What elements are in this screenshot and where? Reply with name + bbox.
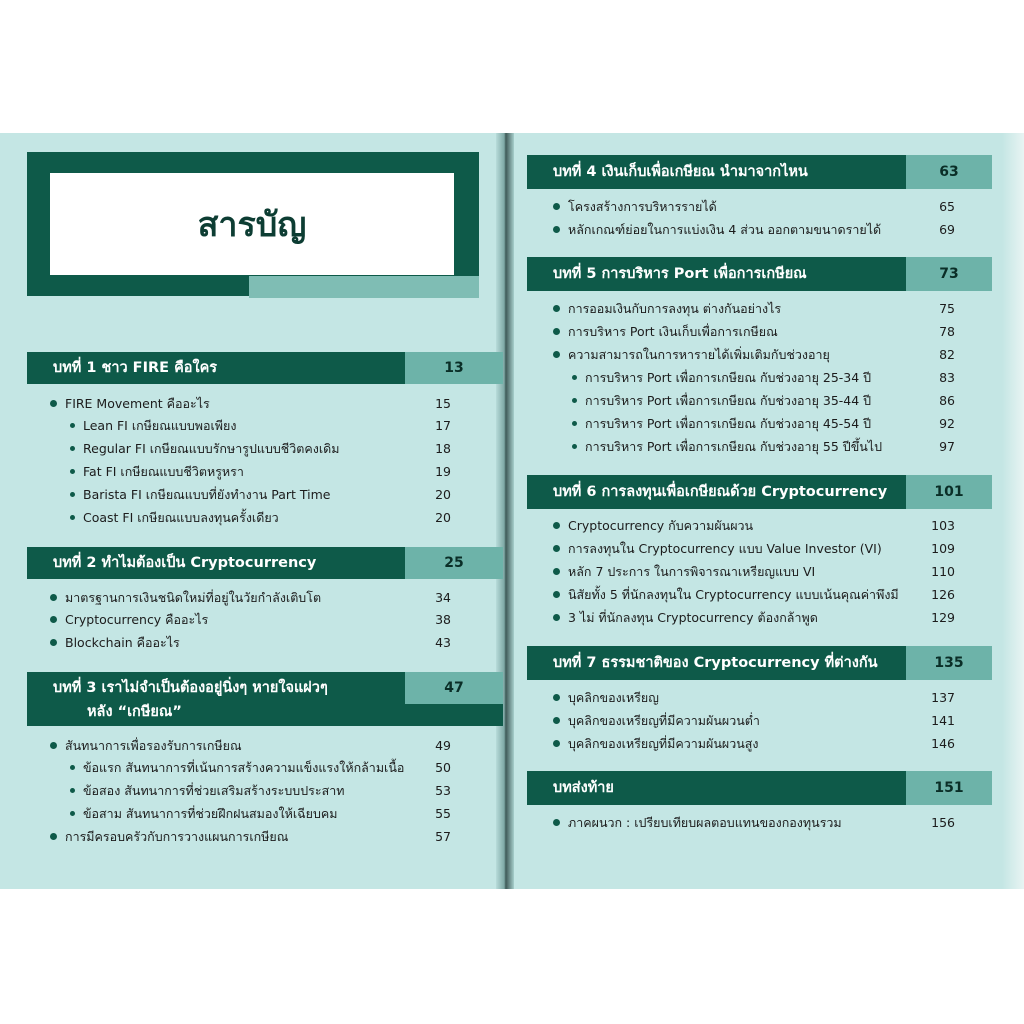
chapter-5-header bbox=[527, 257, 992, 291]
chapter-7-header bbox=[527, 646, 992, 680]
list-item: บุคลิกของเหรียญ bbox=[553, 690, 659, 706]
bullet-icon bbox=[50, 833, 57, 840]
page-number: 92 bbox=[939, 416, 955, 431]
page-number: 78 bbox=[939, 324, 955, 339]
list-item: โครงสร้างการบริหารรายได้ bbox=[553, 199, 717, 215]
chapter-2-header bbox=[27, 547, 503, 579]
page-number: 17 bbox=[435, 418, 451, 433]
bullet-icon bbox=[70, 788, 75, 793]
page-number: 19 bbox=[435, 464, 451, 479]
page-number: 126 bbox=[931, 587, 955, 602]
page-number: 109 bbox=[931, 541, 955, 556]
page-number: 156 bbox=[931, 815, 955, 830]
list-item: Cryptocurrency กับความผันผวน bbox=[553, 518, 753, 534]
list-item: ข้อแรก สันทนาการที่เน้นการสร้างความแข็งแรงให้กล้ามเนื้อ bbox=[70, 760, 404, 776]
chapter-title: บทที่ 1 ชาว FIRE คือใคร bbox=[53, 360, 218, 376]
page-number: 141 bbox=[931, 713, 955, 728]
list-item: การบริหาร Port เพื่อการเกษียณ กับช่วงอายุ 45-54 ปี bbox=[572, 416, 871, 432]
bullet-icon bbox=[70, 446, 75, 451]
bullet-icon bbox=[70, 492, 75, 497]
chapter-3-header bbox=[27, 672, 503, 726]
chapter-title: บทที่ 6 การลงทุนเพื่อเกษียณด้วย Cryptocurrency bbox=[553, 484, 888, 500]
list-item: ภาคผนวก : เปรียบเทียบผลตอบแทนของกองทุนรวม bbox=[553, 815, 842, 831]
chapter-page: 151 bbox=[906, 771, 992, 805]
chapter-page: 25 bbox=[405, 547, 503, 579]
chapter-title: บทที่ 2 ทำไมต้องเป็น Cryptocurrency bbox=[53, 555, 317, 571]
list-item: ข้อสอง สันทนาการที่ช่วยเสริมสร้างระบบประสาท bbox=[70, 783, 344, 799]
bullet-icon bbox=[553, 305, 560, 312]
page-number: 53 bbox=[435, 783, 451, 798]
page-number: 55 bbox=[435, 806, 451, 821]
list-item: หลักเกณฑ์ย่อยในการแบ่งเงิน 4 ส่วน ออกตามขนาดรายได้ bbox=[553, 222, 881, 238]
list-item: การออมเงินกับการลงทุน ต่างกันอย่างไร bbox=[553, 301, 781, 317]
page-number: 18 bbox=[435, 441, 451, 456]
bullet-icon bbox=[70, 423, 75, 428]
list-item: บุคลิกของเหรียญที่มีความผันผวนต่ำ bbox=[553, 713, 760, 729]
list-item: การบริหาร Port เพื่อการเกษียณ กับช่วงอายุ 55 ปีขึ้นไป bbox=[572, 439, 882, 455]
page-number: 97 bbox=[939, 439, 955, 454]
bullet-icon bbox=[553, 740, 560, 747]
bullet-icon bbox=[553, 614, 560, 621]
bullet-icon bbox=[70, 765, 75, 770]
chapter-title: บทที่ 4 เงินเก็บเพื่อเกษียณ นำมาจากไหน bbox=[553, 164, 808, 180]
list-item: Barista FI เกษียณแบบที่ยังทำงาน Part Time bbox=[70, 487, 330, 503]
chapter-page: 135 bbox=[906, 646, 992, 680]
bullet-icon bbox=[50, 639, 57, 646]
list-item: มาตรฐานการเงินชนิดใหม่ที่อยู่ในวัยกำลังเติบโต bbox=[50, 590, 321, 606]
chapter-title-line2: หลัง “เกษียณ” bbox=[87, 704, 182, 720]
list-item: Lean FI เกษียณแบบพอเพียง bbox=[70, 418, 236, 434]
bullet-icon bbox=[70, 515, 75, 520]
page-number: 129 bbox=[931, 610, 955, 625]
list-item: Fat FI เกษียณแบบชีวิตหรูหรา bbox=[70, 464, 244, 480]
list-item: บุคลิกของเหรียญที่มีความผันผวนสูง bbox=[553, 736, 759, 752]
bullet-icon bbox=[572, 375, 577, 380]
page-number: 103 bbox=[931, 518, 955, 533]
list-item: การบริหาร Port เพื่อการเกษียณ กับช่วงอายุ 35-44 ปี bbox=[572, 393, 871, 409]
chapter-6-header bbox=[527, 475, 992, 509]
chapter-page: 101 bbox=[906, 475, 992, 509]
page-number: 86 bbox=[939, 393, 955, 408]
bullet-icon bbox=[553, 328, 560, 335]
list-item: ความสามารถในการหารายได้เพิ่มเติมกับช่วงอายุ bbox=[553, 347, 830, 363]
chapter-page: 63 bbox=[906, 155, 992, 189]
bullet-icon bbox=[50, 742, 57, 749]
toc-title: สารบัญ bbox=[197, 205, 307, 245]
list-item: นิสัยทั้ง 5 ที่นักลงทุนใน Cryptocurrency แบบเน้นคุณค่าพึงมี bbox=[553, 587, 899, 603]
page-number: 65 bbox=[939, 199, 955, 214]
chapter-page: 47 bbox=[405, 672, 503, 704]
page-number: 49 bbox=[435, 738, 451, 753]
page-number: 38 bbox=[435, 612, 451, 627]
list-item: Coast FI เกษียณแบบลงทุนครั้งเดียว bbox=[70, 510, 279, 526]
bullet-icon bbox=[572, 444, 577, 449]
bullet-icon bbox=[553, 351, 560, 358]
bullet-icon bbox=[553, 226, 560, 233]
bullet-icon bbox=[50, 594, 57, 601]
list-item: ข้อสาม สันทนาการที่ช่วยฝึกฝนสมองให้เฉียบคม bbox=[70, 806, 338, 822]
list-item: การบริหาร Port เงินเก็บเพื่อการเกษียณ bbox=[553, 324, 778, 340]
bullet-icon bbox=[572, 421, 577, 426]
bullet-icon bbox=[553, 819, 560, 826]
list-item: 3 ไม่ ที่นักลงทุน Cryptocurrency ต้องกล้าพูด bbox=[553, 610, 818, 626]
page-number: 15 bbox=[435, 396, 451, 411]
bullet-icon bbox=[553, 203, 560, 210]
bullet-icon bbox=[572, 398, 577, 403]
chapter-page: 73 bbox=[906, 257, 992, 291]
title-accent bbox=[249, 276, 479, 298]
page-edge bbox=[1002, 133, 1024, 889]
chapter-title: บทที่ 3 เราไม่จำเป็นต้องอยู่นิ่งๆ หายใจแผ่วๆ bbox=[53, 680, 328, 696]
page-number: 57 bbox=[435, 829, 451, 844]
list-item: หลัก 7 ประการ ในการพิจารณาเหรียญแบบ VI bbox=[553, 564, 815, 580]
chapter-page: 13 bbox=[405, 352, 503, 384]
list-item: Cryptocurrency คืออะไร bbox=[50, 612, 208, 628]
bullet-icon bbox=[50, 400, 57, 407]
bullet-icon bbox=[553, 522, 560, 529]
list-item: การลงทุนใน Cryptocurrency แบบ Value Investor (VI) bbox=[553, 541, 882, 557]
bullet-icon bbox=[553, 545, 560, 552]
chapter-title: บทที่ 5 การบริหาร Port เพื่อการเกษียณ bbox=[553, 266, 807, 282]
list-item: การบริหาร Port เพื่อการเกษียณ กับช่วงอายุ 25-34 ปี bbox=[572, 370, 871, 386]
list-item: Regular FI เกษียณแบบรักษารูปแบบชีวิตคงเดิม bbox=[70, 441, 340, 457]
page-number: 43 bbox=[435, 635, 451, 650]
page-number: 20 bbox=[435, 487, 451, 502]
list-item: สันทนาการเพื่อรองรับการเกษียณ bbox=[50, 738, 242, 754]
chapter-title: บทส่งท้าย bbox=[553, 780, 614, 796]
epilogue-header bbox=[527, 771, 992, 805]
bullet-icon bbox=[553, 568, 560, 575]
bullet-icon bbox=[553, 694, 560, 701]
bullet-icon bbox=[70, 811, 75, 816]
bullet-icon bbox=[553, 717, 560, 724]
list-item: Blockchain คืออะไร bbox=[50, 635, 180, 651]
chapter-title: บทที่ 7 ธรรมชาติของ Cryptocurrency ที่ต่างกัน bbox=[553, 655, 878, 671]
page-number: 82 bbox=[939, 347, 955, 362]
page-number: 34 bbox=[435, 590, 451, 605]
list-item: การมีครอบครัวกับการวางแผนการเกษียณ bbox=[50, 829, 288, 845]
bullet-icon bbox=[553, 591, 560, 598]
page-number: 146 bbox=[931, 736, 955, 751]
chapter-4-header bbox=[527, 155, 992, 189]
page-number: 50 bbox=[435, 760, 451, 775]
chapter-1-header bbox=[27, 352, 503, 384]
book-spine bbox=[496, 133, 514, 889]
page-number: 69 bbox=[939, 222, 955, 237]
page-number: 75 bbox=[939, 301, 955, 316]
list-item: FIRE Movement คืออะไร bbox=[50, 396, 210, 412]
page-number: 83 bbox=[939, 370, 955, 385]
page-number: 110 bbox=[931, 564, 955, 579]
bullet-icon bbox=[70, 469, 75, 474]
page-number: 20 bbox=[435, 510, 451, 525]
title-box bbox=[50, 173, 454, 275]
page-number: 137 bbox=[931, 690, 955, 705]
bullet-icon bbox=[50, 616, 57, 623]
